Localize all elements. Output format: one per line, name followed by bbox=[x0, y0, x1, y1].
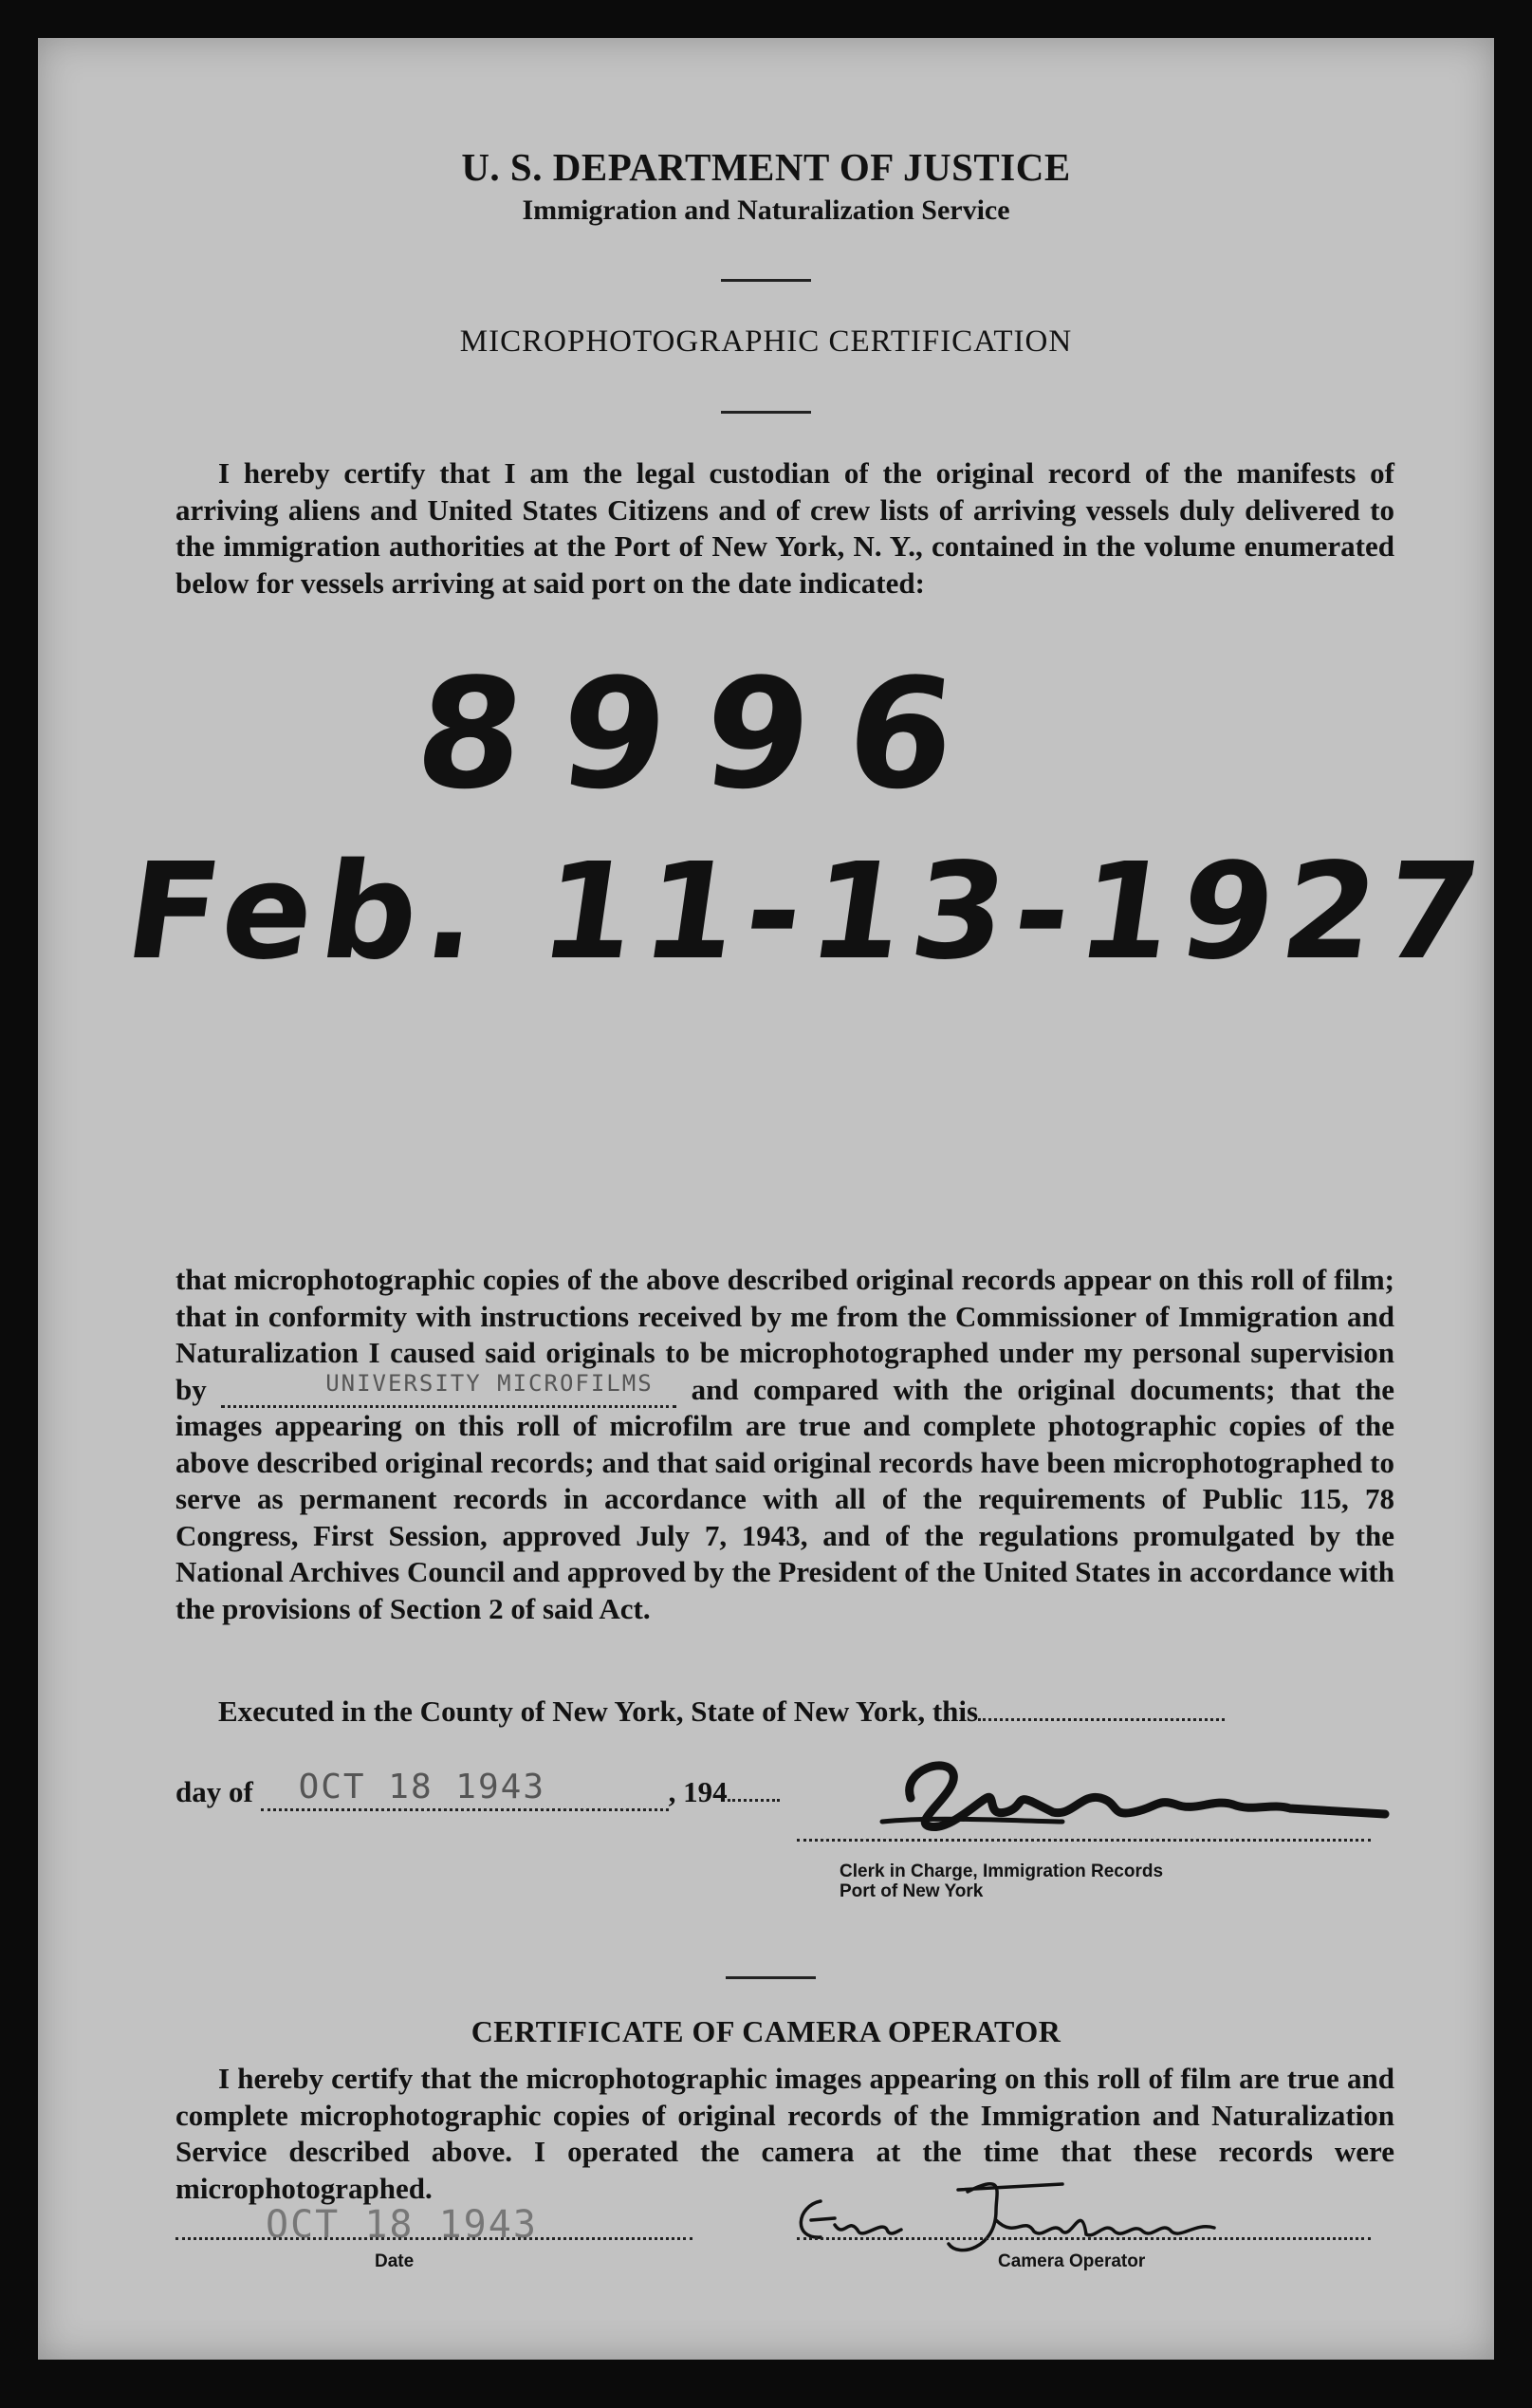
clerk-signature-line bbox=[797, 1839, 1371, 1842]
intro-paragraph: I hereby certify that I am the legal custodian of the original record of the manifests of arriving aliens and United States Citizens and of crew lists of arriving vessels duly delivered to the immigration authorities at the Port of New York, N. Y., contained in the volume enumerated below for vessels arriving at said port on the date indicated: bbox=[175, 456, 1394, 600]
execution-text: Executed in the County of New York, State of New York, this bbox=[218, 1695, 979, 1728]
photographer-line bbox=[221, 1369, 676, 1408]
operator-line bbox=[797, 2237, 1371, 2240]
date-line bbox=[175, 2237, 692, 2240]
camera-section-title: CERTIFICATE OF CAMERA OPERATOR bbox=[471, 2014, 1061, 2048]
divider bbox=[726, 1976, 816, 1979]
clerk-title-line1: Clerk in Charge, Immigration Records bbox=[840, 1862, 1164, 1881]
department-title: U. S. DEPARTMENT OF JUSTICE bbox=[461, 145, 1071, 189]
divider bbox=[721, 411, 811, 414]
year-blank bbox=[728, 1780, 780, 1802]
day-of-blank bbox=[261, 1768, 669, 1811]
body-text-part2: and compared with the original documents; that the images appearing on this roll of microfilm are true and complete photographic copies of the above described original records; and that said original records have been microphotographed to serve as permanent records in accordance with all of the requirements of Public 115, 78 Congress, First Session, approved July 7, 1943, and of the regulations promulgated by the National Archives Council and approved by the President of the United States in accordance with the provisions of Section 2 of said Act. bbox=[175, 1372, 1395, 1625]
handwritten-volume-number: 8996 bbox=[408, 645, 1002, 823]
photographer-stamp: UNIVERSITY MICROFILMS bbox=[325, 1369, 654, 1397]
service-subtitle: Immigration and Naturalization Service bbox=[522, 194, 1010, 226]
certificate-sheet bbox=[38, 38, 1499, 2360]
day-of-line bbox=[175, 1768, 840, 1811]
year-prefix: , 194 bbox=[668, 1775, 728, 1808]
execution-line bbox=[218, 1694, 1394, 1731]
stamped-date: OCT 18 1943 bbox=[298, 1768, 545, 1806]
clerk-title-line2: Port of New York bbox=[840, 1881, 984, 1901]
divider bbox=[721, 279, 811, 282]
section-title: MICROPHOTOGRAPHIC CERTIFICATION bbox=[459, 324, 1073, 359]
camera-stamped-date: OCT 18 1943 bbox=[266, 2203, 538, 2247]
date-label: Date bbox=[375, 2251, 415, 2271]
execution-day-blank bbox=[978, 1697, 1225, 1721]
camera-operator-label: Camera Operator bbox=[998, 2251, 1146, 2271]
clerk-signature bbox=[873, 1746, 1404, 1850]
camera-paragraph: I hereby certify that the microphotographic images appearing on this roll of film are true and complete microphotographic copies of original records of the Immigration and Naturalization Service described above. I operated the camera at the time that these records were microphotographed. bbox=[175, 2062, 1394, 2205]
body-text-part1: that microphotographic copies of the above described original records appear on this roll of film; that in conformity with instructions received by me from the Commissioner of Immigration and Naturalization I caused said originals to be microphotographed under my personal supervision by bbox=[175, 1263, 1394, 1406]
body-paragraph bbox=[175, 1262, 1394, 1627]
day-of-label: day of bbox=[175, 1775, 253, 1808]
handwritten-date-range: Feb. 11-13-1927 bbox=[117, 835, 1499, 990]
